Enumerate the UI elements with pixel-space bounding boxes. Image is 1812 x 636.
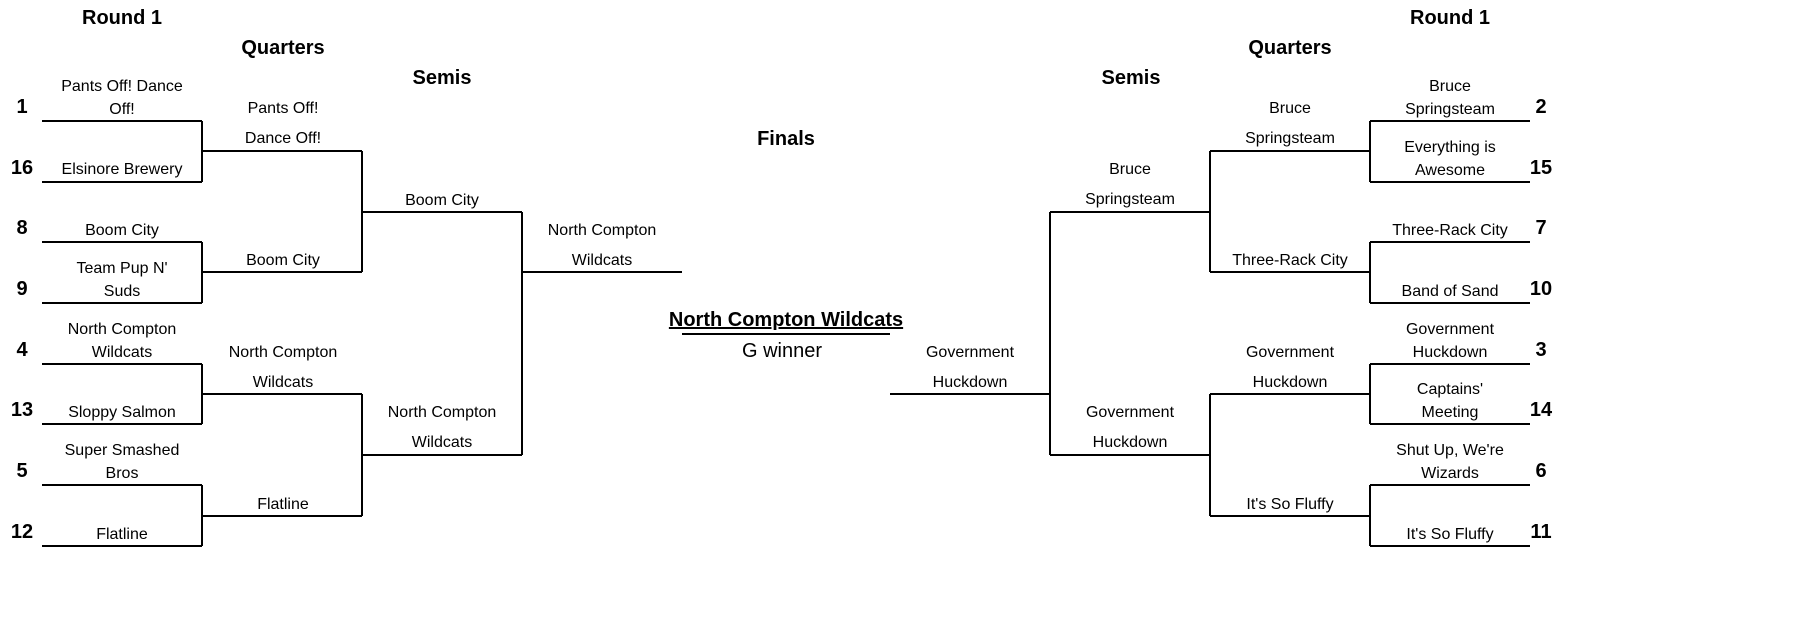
left-r1-team-8: Flatline: [96, 526, 148, 543]
left-r1-team-2: Elsinore Brewery: [61, 161, 183, 178]
left-seed-5: 4: [16, 339, 28, 361]
left-r1-team-4-line1: Team Pup N': [76, 260, 168, 277]
champion-name: North Compton Wildcats: [668, 309, 904, 331]
right-seed-3: 7: [1535, 217, 1547, 239]
left-final-team-line1: North Compton: [547, 222, 657, 239]
left-seed-1: 1: [16, 96, 28, 118]
right-qf-team-3-line2: Huckdown: [1252, 374, 1328, 391]
right-final-team-line2: Huckdown: [932, 374, 1008, 391]
right-qf-team-1-line2: Springsteam: [1245, 130, 1335, 147]
right-r1-team-1-line2: Springsteam: [1405, 101, 1495, 118]
right-qf-team-2: Three-Rack City: [1232, 252, 1348, 269]
left-qf-team-3-line1: North Compton: [228, 344, 338, 361]
right-seed-7: 6: [1535, 460, 1547, 482]
left-seed-7: 5: [16, 460, 28, 482]
header-left-quarters: Quarters: [241, 37, 325, 59]
left-r1-team-1-line1: Pants Off! Dance: [61, 78, 183, 95]
right-seed-5: 3: [1535, 339, 1547, 361]
right-qf-team-4: It's So Fluffy: [1246, 496, 1334, 513]
right-r1-team-2-line2: Awesome: [1415, 162, 1485, 179]
right-sf-team-1-line2: Springsteam: [1085, 191, 1175, 208]
champion-subtitle: G winner: [741, 340, 823, 362]
left-r1-team-4-line2: Suds: [103, 283, 141, 300]
right-r1-team-5-line2: Huckdown: [1412, 344, 1488, 361]
right-r1-team-7-line1: Shut Up, We're: [1396, 442, 1504, 459]
header-right-round1: Round 1: [1410, 7, 1490, 29]
left-seed-8: 12: [10, 521, 34, 543]
left-r1-team-7-line2: Bros: [105, 465, 139, 482]
right-r1-team-6-line1: Captains': [1416, 381, 1484, 398]
left-sf-team-2-line2: Wildcats: [411, 434, 473, 451]
header-right-quarters: Quarters: [1248, 37, 1332, 59]
right-r1-team-8: It's So Fluffy: [1406, 526, 1494, 543]
right-sf-team-2-line2: Huckdown: [1092, 434, 1168, 451]
left-r1-team-1-line2: Off!: [109, 101, 135, 118]
left-r1-team-3: Boom City: [85, 222, 159, 239]
right-r1-team-1-line1: Bruce: [1429, 78, 1471, 95]
right-sf-team-1-line1: Bruce: [1109, 161, 1151, 178]
left-seed-6: 13: [10, 399, 34, 421]
right-r1-team-3: Three-Rack City: [1392, 222, 1508, 239]
left-seed-2: 16: [10, 157, 34, 179]
left-qf-team-1-line2: Dance Off!: [244, 130, 322, 147]
left-qf-team-3-line2: Wildcats: [252, 374, 314, 391]
header-finals: Finals: [757, 128, 815, 150]
left-final-team-line2: Wildcats: [571, 252, 633, 269]
left-r1-team-5-line1: North Compton: [67, 321, 177, 338]
left-qf-team-2: Boom City: [246, 252, 320, 269]
left-qf-team-1-line1: Pants Off!: [247, 100, 319, 117]
left-seed-4: 9: [16, 278, 28, 300]
left-r1-team-7-line1: Super Smashed: [64, 442, 180, 459]
header-left-round1: Round 1: [82, 7, 162, 29]
header-right-semis: Semis: [1101, 67, 1161, 89]
right-r1-team-4: Band of Sand: [1401, 283, 1499, 300]
right-r1-team-5-line1: Government: [1405, 321, 1495, 338]
header-left-semis: Semis: [412, 67, 472, 89]
right-final-team-line1: Government: [925, 344, 1015, 361]
left-r1-team-5-line2: Wildcats: [91, 344, 153, 361]
right-seed-6: 14: [1529, 399, 1553, 421]
right-qf-team-3-line1: Government: [1245, 344, 1335, 361]
left-seed-3: 8: [16, 217, 28, 239]
right-seed-4: 10: [1529, 278, 1553, 300]
left-qf-team-4: Flatline: [257, 496, 309, 513]
right-r1-team-6-line2: Meeting: [1421, 404, 1479, 421]
right-seed-2: 15: [1529, 157, 1553, 179]
right-seed-8: 11: [1530, 521, 1552, 543]
left-sf-team-1: Boom City: [405, 192, 479, 209]
right-qf-team-1-line1: Bruce: [1269, 100, 1311, 117]
right-r1-team-7-line2: Wizards: [1421, 465, 1479, 482]
left-sf-team-2-line1: North Compton: [387, 404, 497, 421]
right-r1-team-2-line1: Everything is: [1404, 139, 1496, 156]
right-sf-team-2-line1: Government: [1085, 404, 1175, 421]
right-seed-1: 2: [1535, 96, 1547, 118]
left-r1-team-6: Sloppy Salmon: [68, 404, 176, 421]
